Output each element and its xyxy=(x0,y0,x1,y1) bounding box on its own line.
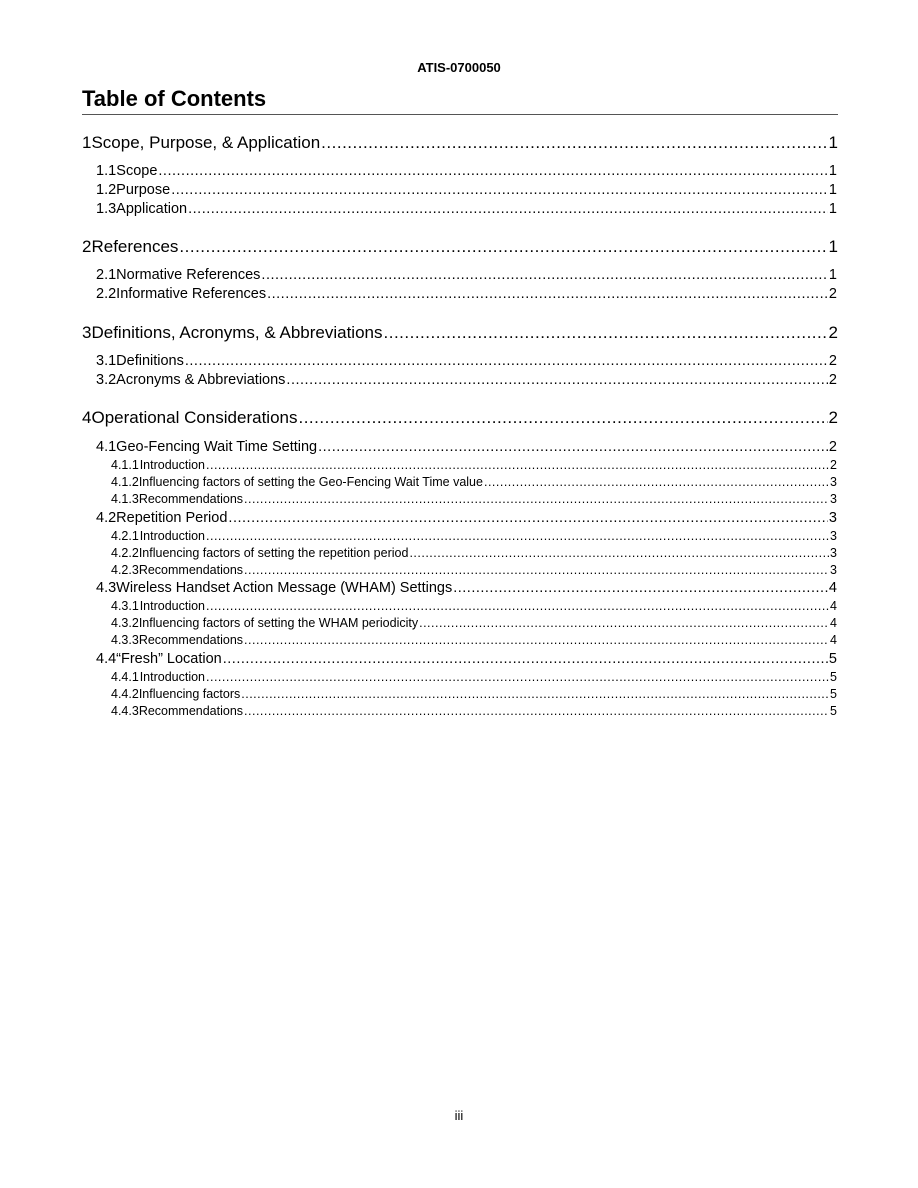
toc-number: 4.2 xyxy=(96,510,117,526)
dot-leader xyxy=(244,704,829,718)
toc-entry-3-2[interactable] xyxy=(96,372,837,388)
toc-page: 5 xyxy=(830,704,837,718)
document-id-header: ATIS-0700050 xyxy=(417,60,501,75)
toc-number: 2 xyxy=(82,237,92,256)
toc-entry-2[interactable] xyxy=(82,237,838,257)
toc-title: Introduction xyxy=(139,529,206,543)
toc-page: 3 xyxy=(830,492,837,506)
toc-entry-4-3[interactable] xyxy=(96,580,837,596)
dot-leader xyxy=(321,133,827,153)
dot-leader xyxy=(419,616,829,630)
toc-number: 3 xyxy=(82,323,92,342)
dot-leader xyxy=(206,670,829,684)
toc-page: 2 xyxy=(828,372,837,388)
dot-leader xyxy=(261,267,828,283)
toc-entry-2-1[interactable] xyxy=(96,267,837,283)
toc-entry-4-2-1[interactable] xyxy=(111,529,837,543)
toc-page: 4 xyxy=(830,633,837,647)
dot-leader xyxy=(228,510,828,526)
toc-title: Definitions xyxy=(116,353,184,369)
toc-page: 3 xyxy=(830,529,837,543)
dot-leader xyxy=(453,580,828,596)
toc-entry-4-1[interactable] xyxy=(96,439,837,455)
toc-title: Scope, Purpose, & Application xyxy=(91,133,321,152)
toc-title: Introduction xyxy=(139,599,206,613)
toc-number: 4.3 xyxy=(96,580,117,596)
toc-entry-1[interactable] xyxy=(82,133,838,153)
toc-entry-1-3[interactable] xyxy=(96,201,837,217)
toc-page: 2 xyxy=(828,408,838,427)
toc-number: 4.2.2 xyxy=(111,546,139,560)
toc-page: 3 xyxy=(828,510,837,526)
dot-leader xyxy=(384,323,828,343)
toc-page: 1 xyxy=(828,133,838,152)
toc-number: 4.1.3 xyxy=(111,492,139,506)
toc-entry-4-1-3[interactable] xyxy=(111,492,837,506)
toc-page: 3 xyxy=(830,546,837,560)
dot-leader xyxy=(409,546,829,560)
toc-number: 4 xyxy=(82,408,92,427)
toc-title: Influencing factors of setting the repetition period xyxy=(138,546,409,560)
toc-title: Recommendations xyxy=(138,704,244,718)
toc-page: 4 xyxy=(830,599,837,613)
toc-title: Acronyms & Abbreviations xyxy=(116,372,286,388)
dot-leader xyxy=(318,439,828,455)
toc-page: 2 xyxy=(828,439,837,455)
toc-number: 1.1 xyxy=(96,163,117,179)
toc-title: Repetition Period xyxy=(116,510,228,526)
dot-leader xyxy=(179,237,827,257)
toc-number: 3.2 xyxy=(96,372,117,388)
toc-title: Influencing factors of setting the Geo-Fencing Wait Time value xyxy=(138,475,483,489)
toc-title: Recommendations xyxy=(138,492,244,506)
toc-title: Normative References xyxy=(116,267,261,283)
toc-title: Recommendations xyxy=(138,563,244,577)
toc-entry-3[interactable] xyxy=(82,323,838,343)
toc-page: 5 xyxy=(830,687,837,701)
toc-entry-3-1[interactable] xyxy=(96,353,837,369)
toc-entry-4-4-2[interactable] xyxy=(111,687,837,701)
toc-number: 4.1 xyxy=(96,439,117,455)
dot-leader xyxy=(244,492,829,506)
toc-entry-1-1[interactable] xyxy=(96,163,837,179)
toc-title: Operational Considerations xyxy=(91,408,298,427)
toc-title: Influencing factors xyxy=(138,687,241,701)
toc-title: Purpose xyxy=(116,182,171,198)
toc-title: Definitions, Acronyms, & Abbreviations xyxy=(91,323,383,342)
dot-leader xyxy=(244,633,829,647)
toc-page: 4 xyxy=(830,616,837,630)
dot-leader xyxy=(158,163,828,179)
dot-leader xyxy=(223,651,828,667)
toc-entry-4-4-1[interactable] xyxy=(111,670,837,684)
toc-number: 4.2.3 xyxy=(111,563,139,577)
dot-leader xyxy=(171,182,828,198)
toc-number: 4.4.2 xyxy=(111,687,139,701)
toc-title: Application xyxy=(116,201,188,217)
toc-page: 1 xyxy=(828,201,837,217)
toc-page: 5 xyxy=(830,670,837,684)
toc-entry-4-1-2[interactable] xyxy=(111,475,837,489)
toc-title: Informative References xyxy=(116,286,267,302)
dot-leader xyxy=(206,458,829,472)
toc-page: 2 xyxy=(830,458,837,472)
toc-page: 5 xyxy=(828,651,837,667)
toc-number: 4.1.1 xyxy=(111,458,139,472)
toc-title: Recommendations xyxy=(138,633,244,647)
toc-title: Geo-Fencing Wait Time Setting xyxy=(116,439,318,455)
dot-leader xyxy=(206,599,829,613)
toc-number: 2.1 xyxy=(96,267,117,283)
toc-page: 2 xyxy=(828,353,837,369)
toc-title: Wireless Handset Action Message (WHAM) Settings xyxy=(116,580,453,596)
toc-number: 3.1 xyxy=(96,353,117,369)
toc-number: 4.1.2 xyxy=(111,475,139,489)
toc-number: 4.4 xyxy=(96,651,117,667)
toc-number: 2.2 xyxy=(96,286,117,302)
toc-entry-4[interactable] xyxy=(82,408,838,428)
dot-leader xyxy=(241,687,829,701)
toc-title: Scope xyxy=(116,163,158,179)
dot-leader xyxy=(286,372,828,388)
toc-number: 4.2.1 xyxy=(111,529,139,543)
dot-leader xyxy=(298,408,827,428)
dot-leader xyxy=(188,201,828,217)
toc-page: 3 xyxy=(830,475,837,489)
dot-leader xyxy=(185,353,828,369)
toc-entry-4-3-2[interactable] xyxy=(111,616,837,630)
toc-entry-4-2-3[interactable] xyxy=(111,563,837,577)
toc-title: References xyxy=(91,237,179,256)
dot-leader xyxy=(244,563,829,577)
toc-entry-4-4-3[interactable] xyxy=(111,704,837,718)
toc-page: 1 xyxy=(828,163,837,179)
toc-page: 3 xyxy=(830,563,837,577)
page-number-footer: iii xyxy=(454,1108,464,1123)
toc-number: 4.3.3 xyxy=(111,633,139,647)
page-title: Table of Contents xyxy=(82,86,267,111)
toc-number: 1.3 xyxy=(96,201,117,217)
toc-title: Introduction xyxy=(139,670,206,684)
toc-page: 1 xyxy=(828,267,837,283)
title-divider xyxy=(82,114,838,115)
toc-number: 1.2 xyxy=(96,182,117,198)
toc-entry-2-2[interactable] xyxy=(96,286,837,302)
toc-entry-4-3-1[interactable] xyxy=(111,599,837,613)
toc-number: 4.4.1 xyxy=(111,670,139,684)
toc-page: 1 xyxy=(828,237,838,256)
toc-title: Influencing factors of setting the WHAM periodicity xyxy=(138,616,419,630)
toc-entry-4-1-1[interactable] xyxy=(111,458,837,472)
toc-title: Introduction xyxy=(139,458,206,472)
toc-entry-4-3-3[interactable] xyxy=(111,633,837,647)
toc-entry-4-2[interactable] xyxy=(96,510,837,526)
toc-number: 4.3.2 xyxy=(111,616,139,630)
toc-page: 2 xyxy=(828,286,837,302)
toc-page: 4 xyxy=(828,580,837,596)
dot-leader xyxy=(484,475,829,489)
dot-leader xyxy=(206,529,829,543)
toc-entry-4-4[interactable] xyxy=(96,651,837,667)
toc-entry-4-2-2[interactable] xyxy=(111,546,837,560)
toc-number: 4.3.1 xyxy=(111,599,139,613)
toc-entry-1-2[interactable] xyxy=(96,182,837,198)
toc-number: 4.4.3 xyxy=(111,704,139,718)
toc-title: “Fresh” Location xyxy=(116,651,222,667)
toc-number: 1 xyxy=(82,133,92,152)
dot-leader xyxy=(267,286,828,302)
toc-page: 1 xyxy=(828,182,837,198)
toc-page: 2 xyxy=(828,323,838,342)
